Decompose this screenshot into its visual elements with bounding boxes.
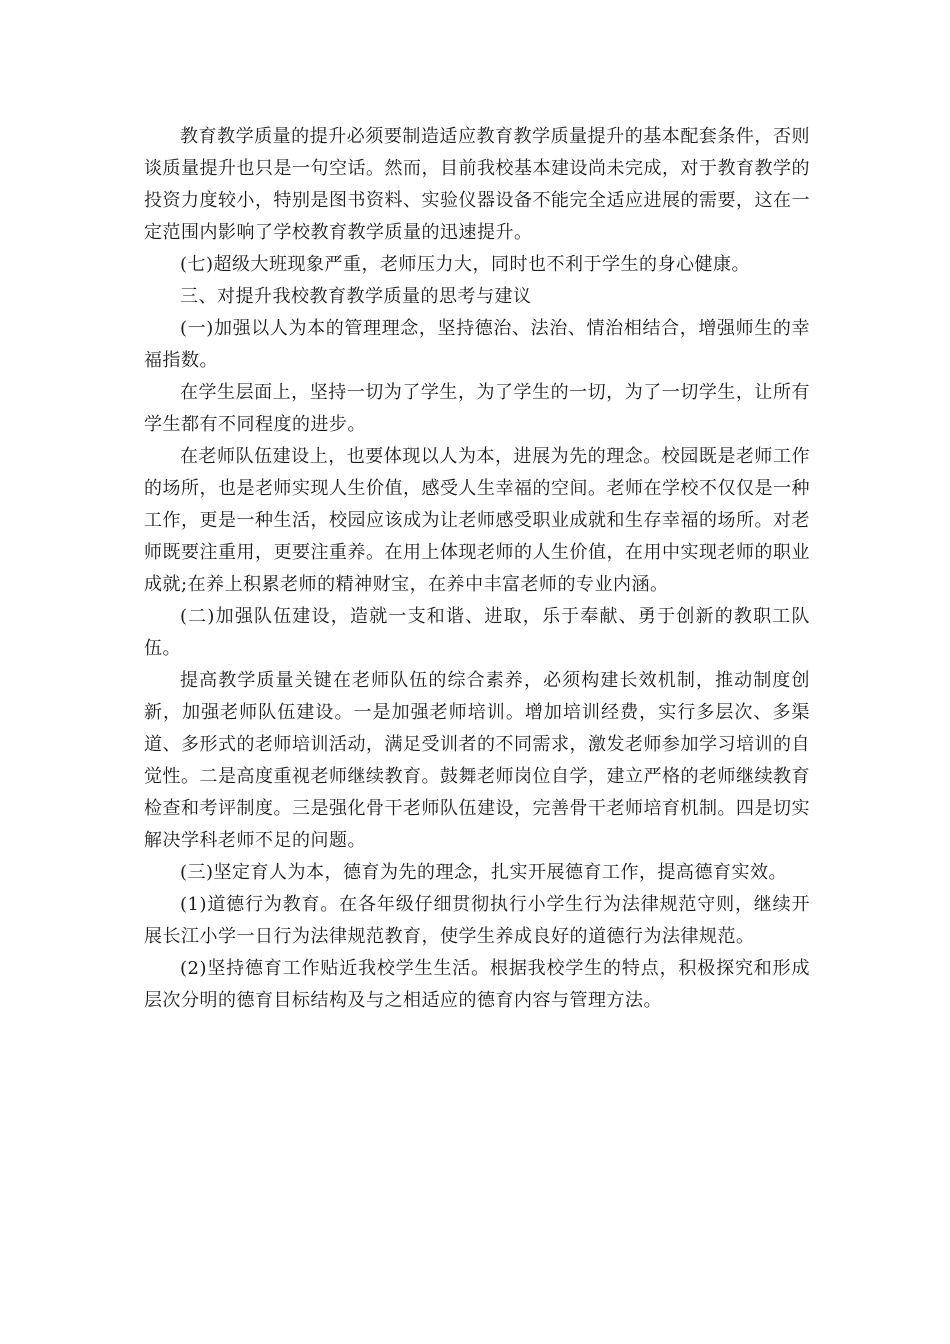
paragraph-teacher-training: 提高教学质量关键在老师队伍的综合素养，必须构建长效机制，推动制度创新，加强老师队伍建设。一是加强老师培训。增加培训经费，实行多层次、多渠道、多形式的老师培训活动，满足受训者的不同需求，激发老师参加学习培训的自觉性。二是高度重视老师继续教育。鼓舞老师岗位自学，建立严格的老师继续教育检查和考评制度。三是强化骨干老师队伍建设，完善骨干老师培育机制。四是切实解决学科老师不足的问题。 — [144, 670, 810, 851]
document-body — [144, 121, 810, 1017]
paragraph-sub-2-student-life: (2)坚持德育工作贴近我校学生生活。根据我校学生的特点，积极探究和形成层次分明的德育目标结构及与之相适应的德育内容与管理方法。 — [144, 958, 810, 1011]
paragraph-item-1-people-oriented: (一)加强以人为本的管理理念，坚持德治、法治、情治相结合，增强师生的幸福指数。 — [144, 318, 810, 371]
paragraph-item-3-moral-education: (三)坚定育人为本，德育为先的理念，扎实开展德育工作，提高德育实效。 — [180, 862, 788, 883]
paragraph-item-7-large-classes: (七)超级大班现象严重，老师压力大，同时也不利于学生的身心健康。 — [180, 254, 751, 275]
paragraph-teacher-team: 在老师队伍建设上，也要体现以人为本，进展为先的理念。校园既是老师工作的场所，也是老师实现人生价值，感受人生幸福的空间。老师在学校不仅仅是一种工作，更是一种生活，校园应该成为让老师感受职业成就和生存幸福的场所。对老师既要注重用，更要注重养。在用上体现老师的人生价值，在用中实现老师的职业成就;在养上积累老师的精神财宝，在养中丰富老师的专业内涵。 — [144, 446, 810, 595]
paragraph-quality-conditions: 教育教学质量的提升必须要制造适应教育教学质量提升的基本配套条件，否则谈质量提升也只是一句空话。然而，目前我校基本建设尚未完成，对于教育教学的投资力度较小，特别是图书资料、实验仪器设备不能完全适应进展的需要，这在一定范围内影响了学校教育教学质量的迅速提升。 — [144, 126, 810, 243]
paragraph-sub-1-moral-behavior: (1)道德行为教育。在各年级仔细贯彻执行小学生行为法律规范守则，继续开展长江小学一日行为法律规范教育，使学生养成良好的道德行为法律规范。 — [144, 894, 810, 947]
section-heading-suggestions: 三、对提升我校教育教学质量的思考与建议 — [180, 286, 532, 307]
paragraph-item-2-team-building: (二)加强队伍建设，造就一支和谐、进取，乐于奉献、勇于创新的教职工队伍。 — [144, 606, 810, 659]
paragraph-student-level: 在学生层面上，坚持一切为了学生，为了学生的一切，为了一切学生，让所有学生都有不同程度的进步。 — [144, 382, 810, 435]
